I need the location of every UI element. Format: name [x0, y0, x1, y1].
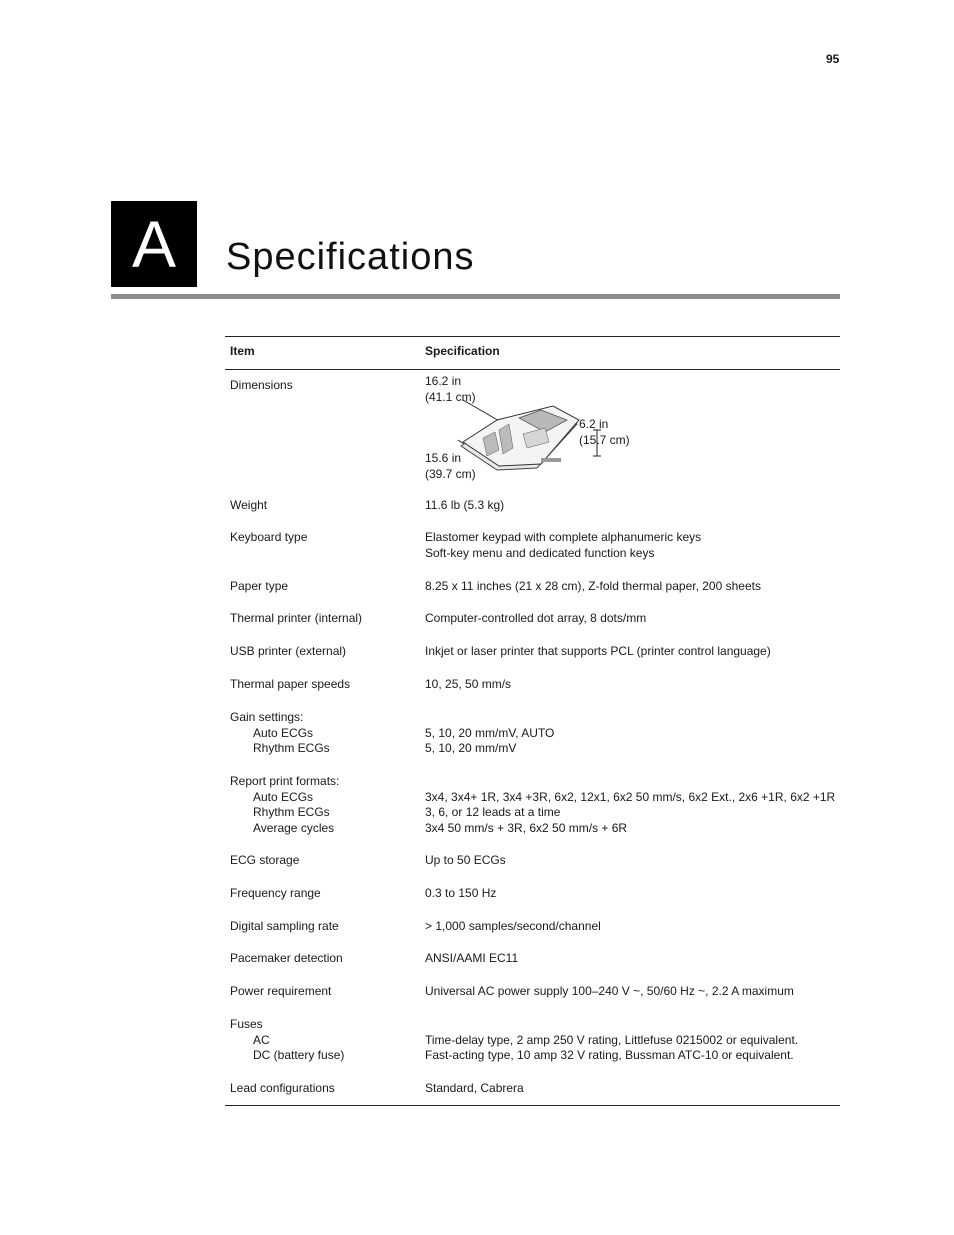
table-body	[225, 370, 840, 1106]
title-divider	[111, 294, 840, 299]
item-paper-speeds: Thermal paper speeds	[230, 677, 351, 691]
height-inches: 6.2 in	[579, 417, 609, 431]
spec-fuses	[425, 1033, 798, 1064]
spec-lead-configurations: Standard, Cabrera	[425, 1081, 524, 1095]
ecg-device-illustration	[453, 396, 673, 474]
item-dimensions: Dimensions	[230, 378, 293, 392]
item-fuses	[230, 1017, 344, 1064]
keyboard-line-2: Soft-key menu and dedicated function keys	[425, 545, 655, 560]
item-lead-configurations: Lead configurations	[230, 1081, 335, 1095]
item-thermal-printer: Thermal printer (internal)	[230, 611, 363, 625]
gain-rhythm-label: Rhythm ECGs	[253, 741, 330, 755]
item-gain-settings	[230, 710, 330, 757]
width-inches: 16.2 in	[425, 374, 462, 388]
spec-keyboard	[425, 530, 701, 561]
report-average-label: Average cycles	[253, 820, 335, 835]
keyboard-line-1: Elastomer keypad with complete alphanumeric keys	[425, 530, 702, 544]
item-power-requirement: Power requirement	[230, 984, 332, 998]
fuse-ac-label: AC	[253, 1032, 270, 1047]
chapter-title: Specifications	[226, 236, 475, 278]
report-auto-value: 3x4, 3x4+ 1R, 3x4 +3R, 6x2, 12x1, 6x2 50 mm/s, 6x2 Ext., 2x6 +1R, 6x2 +1R	[425, 789, 836, 804]
report-auto-label: Auto ECGs	[253, 789, 314, 804]
width-cm: (41.1 cm)	[425, 389, 476, 404]
spec-thermal-printer: Computer-controlled dot array, 8 dots/mm	[425, 611, 647, 625]
spec-power-requirement: Universal AC power supply 100–240 V ~, 50/60 Hz ~, 2.2 A maximum	[425, 984, 794, 998]
gain-auto-label: Auto ECGs	[253, 725, 314, 740]
spec-weight: 11.6 lb (5.3 kg)	[425, 498, 505, 512]
depth-cm: (39.7 cm)	[425, 466, 476, 481]
spec-paper: 8.25 x 11 inches (21 x 28 cm), Z-fold thermal paper, 200 sheets	[425, 579, 761, 593]
item-frequency-range: Frequency range	[230, 886, 321, 900]
report-label: Report print formats:	[230, 774, 340, 788]
item-paper: Paper type	[230, 579, 289, 593]
gain-label: Gain settings:	[230, 710, 304, 724]
item-keyboard: Keyboard type	[230, 530, 308, 544]
item-weight: Weight	[230, 498, 268, 512]
spec-gain-settings	[425, 726, 554, 757]
chapter-letter-box: A	[111, 201, 197, 287]
report-rhythm-value: 3, 6, or 12 leads at a time	[425, 805, 561, 819]
item-sampling-rate: Digital sampling rate	[230, 919, 339, 933]
spec-frequency-range: 0.3 to 150 Hz	[425, 886, 497, 900]
table-header	[225, 336, 840, 370]
spec-report-formats	[425, 790, 835, 837]
header-item: Item	[230, 344, 255, 358]
spec-usb-printer: Inkjet or laser printer that supports PCL (printer control language)	[425, 644, 771, 658]
item-ecg-storage: ECG storage	[230, 853, 300, 867]
spec-paper-speeds: 10, 25, 50 mm/s	[425, 677, 512, 691]
item-pacemaker-detection: Pacemaker detection	[230, 951, 343, 965]
fuses-label: Fuses	[230, 1017, 263, 1031]
item-usb-printer: USB printer (external)	[230, 644, 347, 658]
gain-rhythm-value: 5, 10, 20 mm/mV	[425, 741, 517, 755]
report-rhythm-label: Rhythm ECGs	[253, 805, 330, 819]
report-average-value: 3x4 50 mm/s + 3R, 6x2 50 mm/s + 6R	[425, 820, 628, 835]
depth-inches: 15.6 in	[425, 451, 462, 465]
spec-sampling-rate: > 1,000 samples/second/channel	[425, 919, 601, 933]
fuse-ac-value: Time-delay type, 2 amp 250 V rating, Littlefuse 0215002 or equivalent.	[425, 1032, 799, 1047]
specifications-table	[225, 336, 840, 1106]
spec-pacemaker-detection: ANSI/AAMI EC11	[425, 951, 519, 965]
gain-auto-value: 5, 10, 20 mm/mV, AUTO	[425, 725, 555, 740]
fuse-dc-label: DC (battery fuse)	[253, 1048, 345, 1062]
height-cm: (15.7 cm)	[579, 432, 630, 447]
header-specification: Specification	[425, 344, 500, 358]
page-number: 95	[826, 52, 840, 66]
fuse-dc-value: Fast-acting type, 10 amp 32 V rating, Bussman ATC-10 or equivalent.	[425, 1048, 794, 1062]
spec-ecg-storage: Up to 50 ECGs	[425, 853, 506, 867]
item-report-formats	[230, 774, 339, 836]
